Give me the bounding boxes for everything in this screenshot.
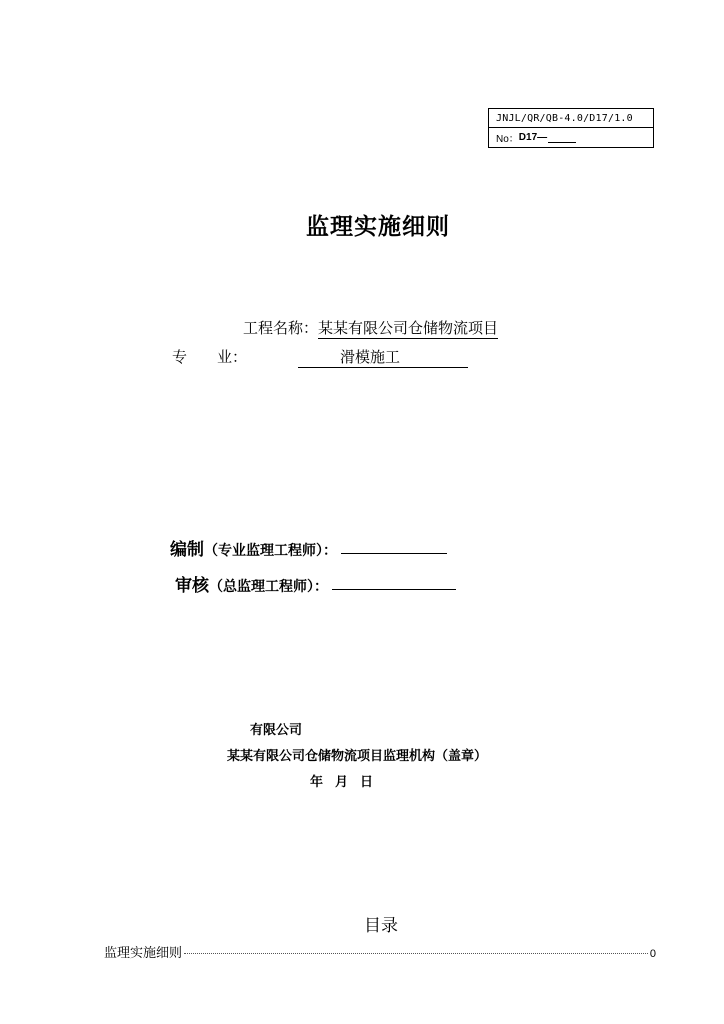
project-name-label: 工程名称： <box>243 319 319 337</box>
document-number-value: D17— <box>518 132 548 143</box>
compiler-role: （专业监理工程师）： <box>204 543 337 559</box>
reviewer-role: （总监理工程师）： <box>209 579 328 595</box>
project-name-value: 某某有限公司仓储物流项目 <box>318 319 499 337</box>
document-number-blank <box>548 133 576 143</box>
project-name-line <box>243 317 498 338</box>
compiler-signature-line <box>170 535 447 560</box>
footer-date-day: 日 <box>360 775 374 790</box>
discipline-line <box>172 346 468 368</box>
footer-date-year: 年 <box>310 775 324 790</box>
discipline-label <box>172 346 298 367</box>
toc-entry-page: 0 <box>649 948 656 960</box>
toc-dot-leader <box>184 953 648 954</box>
toc-entry[interactable] <box>104 942 656 961</box>
toc-heading: 目录 <box>364 916 398 936</box>
footer-date-month: 月 <box>335 775 349 790</box>
discipline-label-part1: 专 <box>172 348 188 366</box>
compiler-signature-blank <box>341 552 447 554</box>
document-number-label: No： <box>496 134 519 145</box>
compiler-label: 编制 <box>170 540 204 560</box>
document-code: JNJL/QR/QB-4.0/D17/1.0 <box>489 109 653 128</box>
reviewer-signature-line <box>175 571 456 596</box>
footer-date <box>310 771 385 790</box>
reviewer-label: 审核 <box>175 576 209 596</box>
reviewer-signature-blank <box>332 588 456 590</box>
footer-organization: 某某有限公司仓储物流项目监理机构（盖章） <box>227 749 488 764</box>
footer-company: 有限公司 <box>250 723 303 738</box>
discipline-label-part2: 业： <box>217 348 248 366</box>
document-number-row <box>489 128 653 147</box>
toc-entry-label[interactable]: 监理实施细则 <box>104 946 183 961</box>
document-code-box <box>488 108 654 148</box>
document-title: 监理实施细则 <box>306 214 450 240</box>
discipline-value: 滑模施工 <box>298 346 468 368</box>
